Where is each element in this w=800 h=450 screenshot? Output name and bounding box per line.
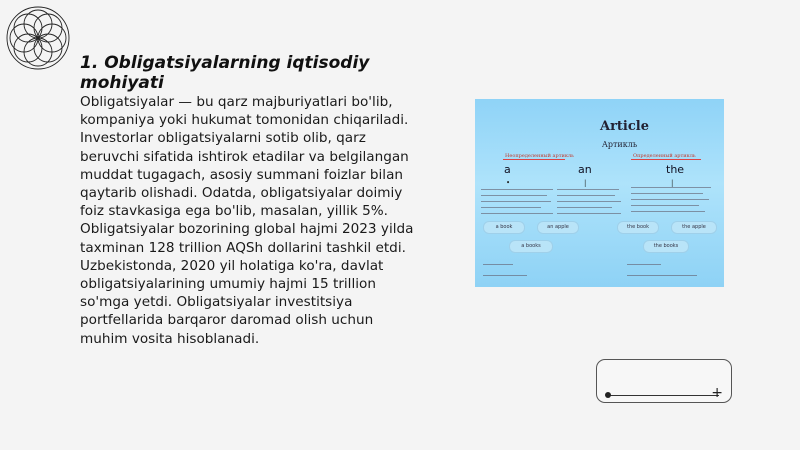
text-line (631, 193, 703, 194)
red-connector (503, 159, 565, 160)
slide-body-text: Obligatsiyalar — bu qarz majburiyatlari bo'lib, kompaniya yoki hukumat tomonidan chiqariladi. Investorlar obligatsiyalarni sotib olib, qarz beruvchi sifatida ishtirok etadilar va belgilangan muddat tugagach, asosiy summani foizlar bilan qaytarib olishadi. Odatda, obligatsiyalar doimiy foiz stavkasiga ega bo'lib, masalan, yillik 5%. Obligatsiyalar bozorining global hajmi 2023 yilda taxminan 128 trillion AQSh dollarini tashkil etdi. Uzbekistonda, 2020 yil holatiga ko'ra, davlat obligatsiyalarining umumiy hajmi 15 trillion so'mga yetdi. Obligatsiyalar investitsiya portfellarida barqaror daromad olish uchun muhim vosita hisoblanadi. (80, 94, 414, 347)
dot-icon[interactable] (605, 392, 611, 398)
article-diagram-image (475, 99, 724, 287)
spirograph-logo-icon (4, 4, 72, 72)
text-line (481, 201, 551, 202)
timeline-track[interactable] (607, 395, 719, 396)
article-letter-the: the (666, 163, 685, 176)
text-line (483, 264, 513, 265)
text-line (631, 187, 711, 188)
slide-title: 1. Obligatsiyalarning iqtisodiy mohiyati (80, 53, 370, 93)
text-line (483, 275, 527, 276)
indefinite-article-label: Неопределенный артикль (505, 153, 574, 159)
bullet-mark: • (506, 179, 511, 187)
text-line (481, 213, 553, 214)
example-pill: a books (509, 240, 553, 253)
text-line (557, 195, 615, 196)
text-line (557, 189, 619, 190)
definite-article-label: Определенный артикль (633, 153, 696, 159)
example-pill: the book (617, 221, 659, 234)
image-subtitle: Артикль (601, 140, 638, 149)
example-pill: a book (483, 221, 525, 234)
text-line (627, 275, 697, 276)
text-line (557, 213, 621, 214)
text-line (481, 189, 553, 190)
article-letter-an: an (578, 163, 592, 176)
text-line (631, 205, 699, 206)
text-line (631, 211, 705, 212)
text-line (627, 264, 661, 265)
bullet-mark: | (584, 179, 587, 187)
red-connector (631, 159, 701, 160)
example-pill: the books (643, 240, 689, 253)
plus-icon[interactable]: + (711, 385, 723, 401)
timeline-widget[interactable] (596, 359, 732, 403)
bullet-mark: | (671, 179, 674, 187)
example-pill: the apple (671, 221, 717, 234)
text-line (557, 201, 621, 202)
text-line (631, 199, 709, 200)
image-title: Article (599, 119, 649, 134)
text-line (481, 207, 541, 208)
example-pill: an apple (537, 221, 579, 234)
article-letter-a: a (504, 163, 511, 176)
text-line (557, 207, 612, 208)
text-line (481, 195, 547, 196)
